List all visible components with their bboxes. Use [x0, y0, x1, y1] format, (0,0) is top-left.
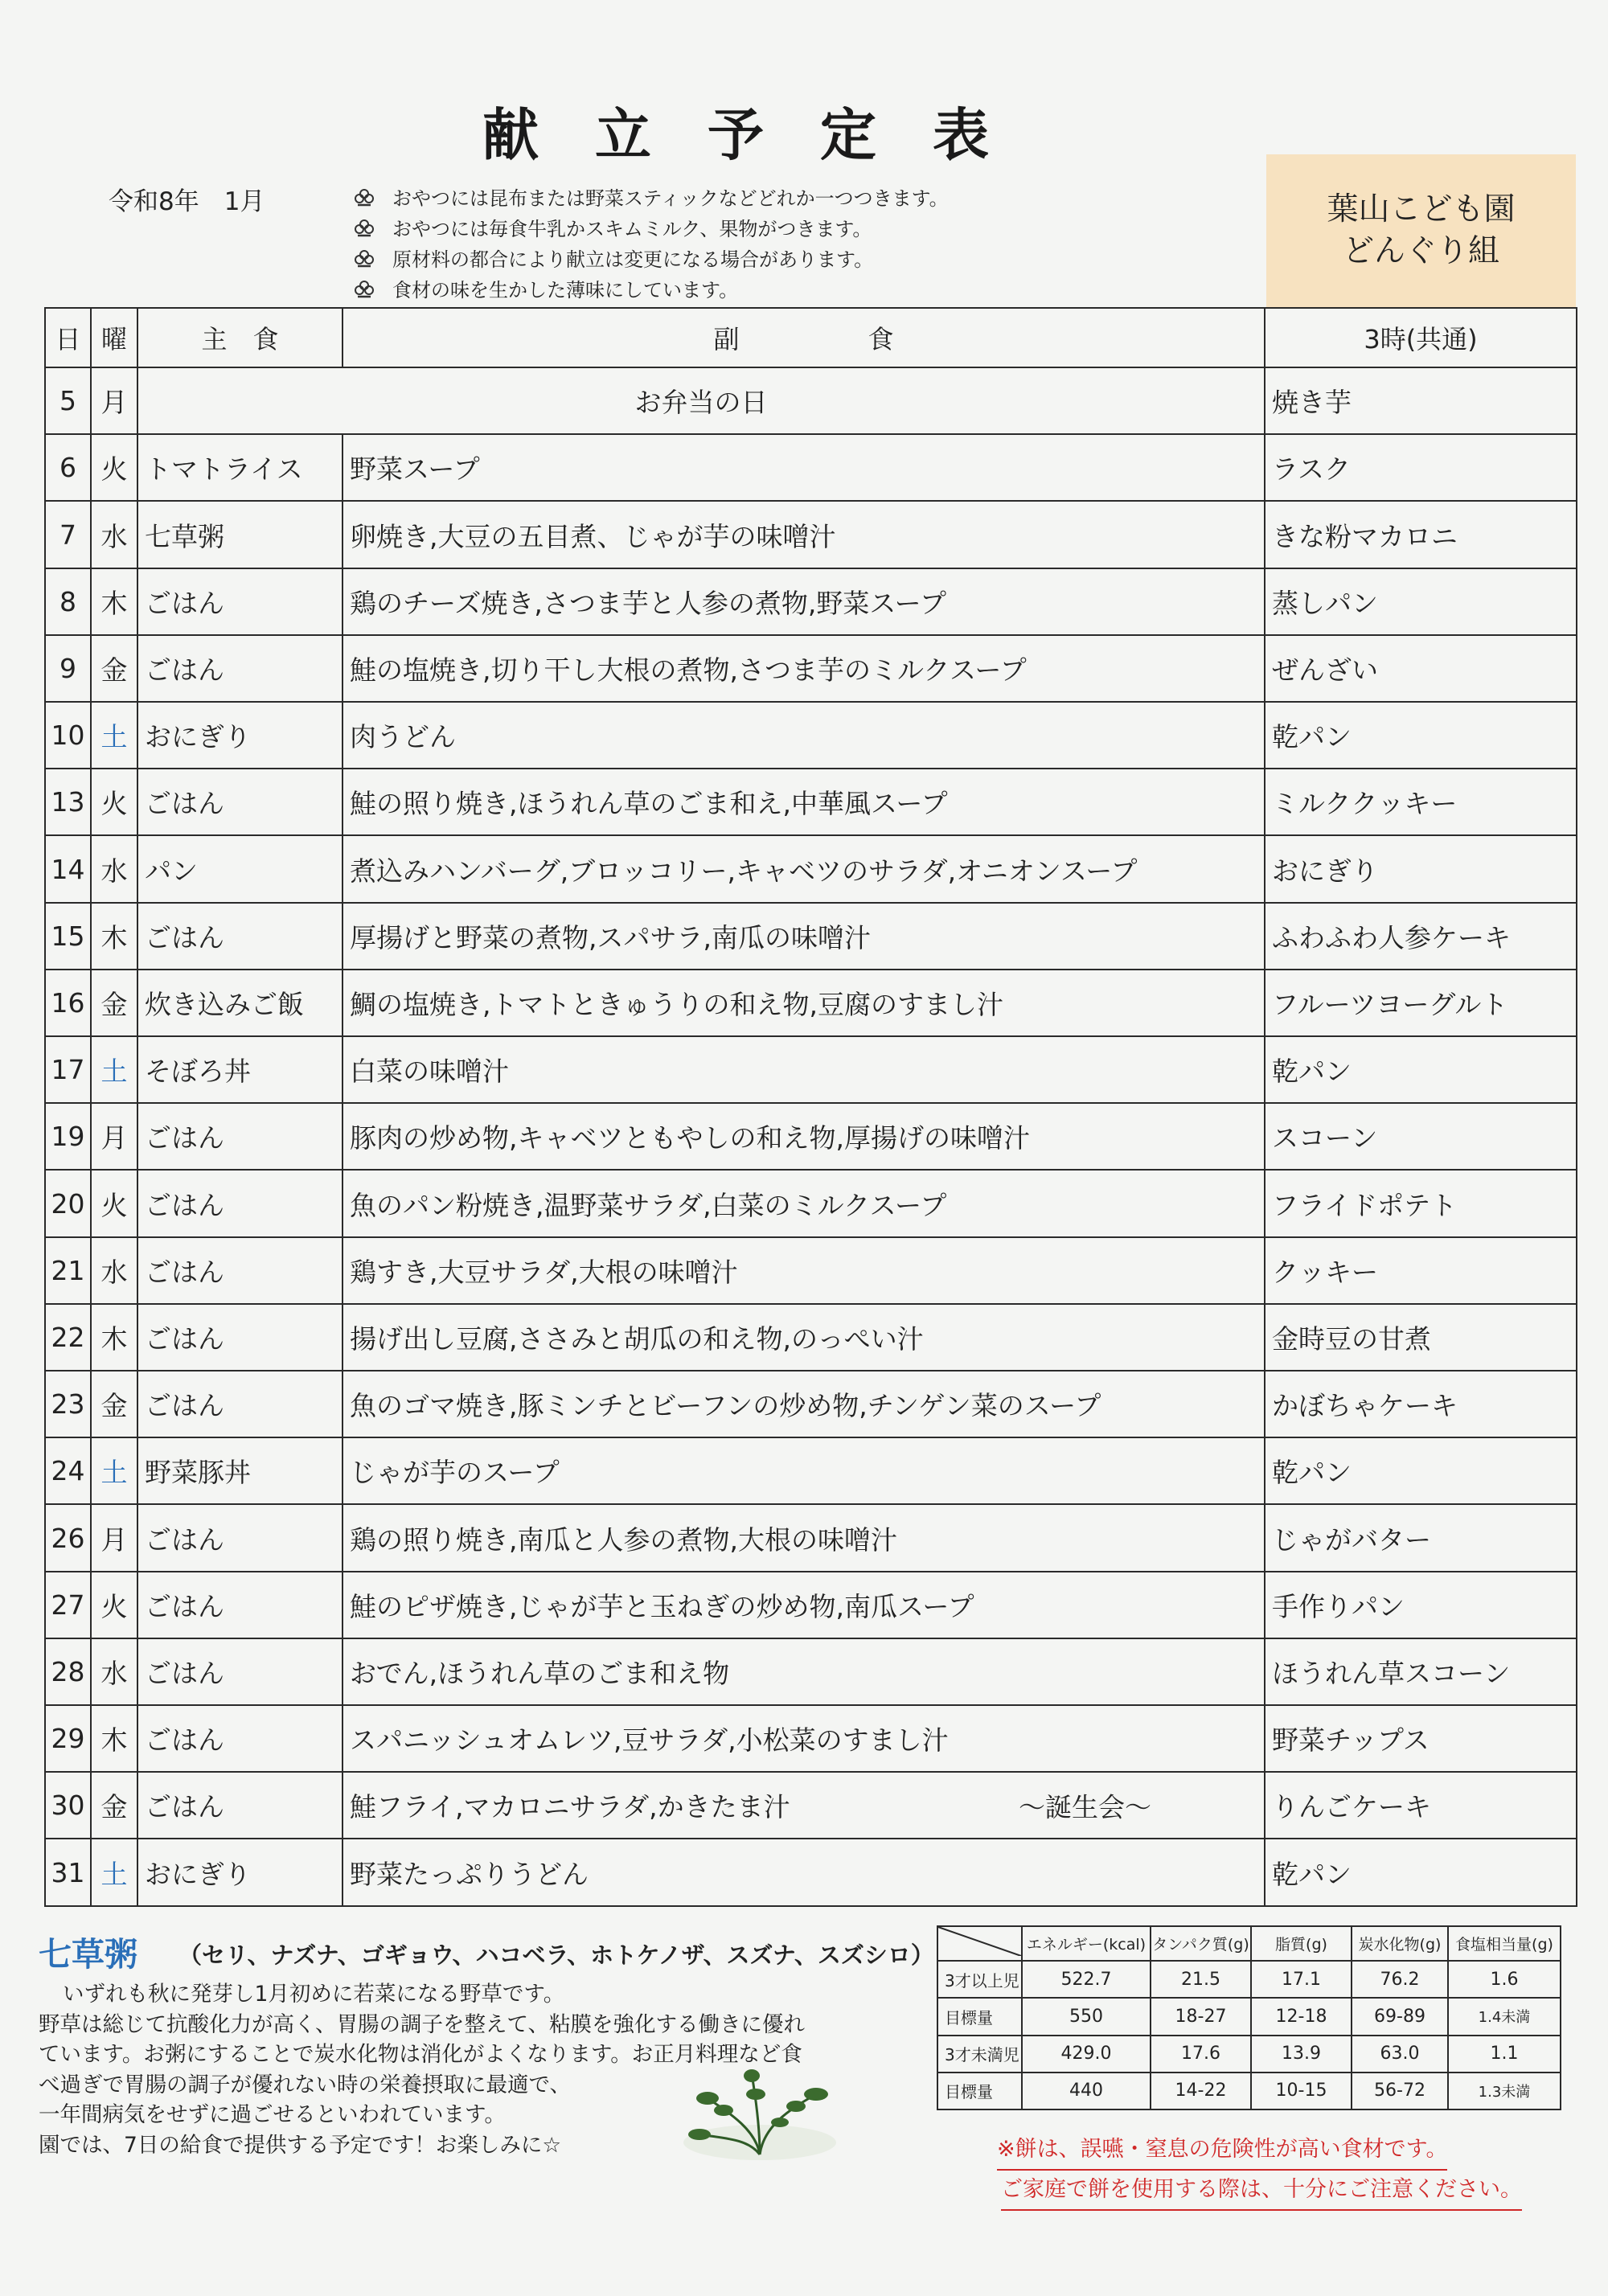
row-dow: 金 — [91, 1772, 137, 1839]
row-day: 29 — [45, 1705, 91, 1772]
row-side — [343, 635, 1265, 702]
row-staple: おにぎり — [137, 702, 343, 769]
menu-row — [45, 434, 1577, 501]
flower-icon — [354, 280, 375, 301]
nutrition-value: 21.5 — [1151, 1961, 1251, 1998]
row-event: ～誕生会～ — [1019, 1791, 1151, 1823]
row-staple: ごはん — [137, 635, 343, 702]
row-snack: 乾パン — [1265, 1437, 1577, 1504]
nutrition-table — [937, 1925, 1561, 2110]
page-title: 献立予定表 — [482, 102, 1045, 168]
menu-row — [45, 1705, 1577, 1772]
row-snack: おにぎり — [1265, 835, 1577, 902]
row-staple: ごはん — [137, 1572, 343, 1638]
row-day: 23 — [45, 1371, 91, 1437]
row-snack: 蒸しパン — [1265, 568, 1577, 635]
row-staple: ごはん — [137, 903, 343, 970]
nutrition-corner — [937, 1926, 1022, 1961]
row-side — [343, 1839, 1265, 1906]
nutrition-value: 522.7 — [1022, 1961, 1151, 1998]
row-dow: 月 — [91, 1103, 137, 1170]
menu-row — [45, 1772, 1577, 1839]
flower-icon — [354, 249, 375, 270]
row-staple: ごはん — [137, 1170, 343, 1236]
nutrition-row-label: 目標量 — [937, 2073, 1022, 2109]
row-staple: ごはん — [137, 1705, 343, 1772]
row-staple: ごはん — [137, 1772, 343, 1839]
nutrition-value: 14-22 — [1151, 2073, 1251, 2109]
nutrition-row-label: 3才未満児 — [937, 2036, 1022, 2073]
row-staple: パン — [137, 835, 343, 902]
nutrition-value: 1.3未満 — [1448, 2073, 1561, 2109]
row-side — [343, 1638, 1265, 1705]
row-day: 21 — [45, 1237, 91, 1304]
nutrition-value: 1.4未満 — [1448, 1998, 1561, 2035]
row-snack: 金時豆の甘煮 — [1265, 1304, 1577, 1371]
month-label: 令和8年 1月 — [109, 187, 265, 216]
menu-body — [45, 367, 1577, 1906]
note-text: 原材料の都合により献立は変更になる場合があります。 — [392, 248, 874, 271]
school-name: 葉山こども園 — [1327, 191, 1516, 228]
nutrition-value: 18-27 — [1151, 1998, 1251, 2035]
menu-row — [45, 1036, 1577, 1103]
row-side — [343, 970, 1265, 1036]
row-dow: 土 — [91, 1839, 137, 1906]
row-staple: ごはん — [137, 1304, 343, 1371]
row-staple: ごはん — [137, 568, 343, 635]
nutrition-value: 76.2 — [1352, 1961, 1448, 1998]
nutrition-header: 脂質(g) — [1251, 1926, 1352, 1961]
menu-header-row — [45, 308, 1577, 367]
row-day: 17 — [45, 1036, 91, 1103]
note-text: おやつには昆布または野菜スティックなどどれか一つつきます。 — [392, 187, 949, 210]
row-side-text: 鮭の塩焼き,切り干し大根の煮物,さつま芋のミルクスープ — [350, 654, 1027, 686]
row-snack: ミルククッキー — [1265, 769, 1577, 835]
row-dow: 火 — [91, 1572, 137, 1638]
row-side-text: 鶏の照り焼き,南瓜と人参の煮物,大根の味噌汁 — [350, 1523, 897, 1556]
note-text: 食材の味を生かした薄味にしています。 — [392, 279, 739, 301]
row-day: 10 — [45, 702, 91, 769]
row-staple: ごはん — [137, 1237, 343, 1304]
note-item — [354, 275, 949, 305]
nutrition-row-label: 3才以上児 — [937, 1961, 1022, 1998]
row-staple: トマトライス — [137, 434, 343, 501]
row-side-text: 煮込みハンバーグ,ブロッコリー,キャベツのサラダ,オニオンスープ — [350, 855, 1138, 887]
class-name: どんぐり組 — [1342, 233, 1499, 269]
row-dow: 月 — [91, 367, 137, 434]
row-snack: かぼちゃケーキ — [1265, 1371, 1577, 1437]
row-side-text: 肉うどん — [350, 721, 456, 753]
row-snack: 野菜チップス — [1265, 1705, 1577, 1772]
nutrition-value: 13.9 — [1251, 2036, 1352, 2073]
herb-illustration — [675, 2066, 844, 2163]
menu-row — [45, 1304, 1577, 1371]
nutrition-header: タンパク質(g) — [1151, 1926, 1251, 1961]
row-day: 22 — [45, 1304, 91, 1371]
row-side-text: 厚揚げと野菜の煮物,スパサラ,南瓜の味噌汁 — [350, 921, 871, 953]
row-side-text: 鮭のピザ焼き,じゃが芋と玉ねぎの炒め物,南瓜スープ — [350, 1590, 974, 1622]
nutrition-value: 63.0 — [1352, 2036, 1448, 2073]
menu-row — [45, 1504, 1577, 1571]
row-day: 26 — [45, 1504, 91, 1571]
row-staple: 野菜豚丼 — [137, 1437, 343, 1504]
row-dow: 木 — [91, 1304, 137, 1371]
row-side-text: 鯛の塩焼き,トマトときゅうりの和え物,豆腐のすまし汁 — [350, 988, 1003, 1020]
nutrition-value: 17.1 — [1251, 1961, 1352, 1998]
row-side — [343, 1437, 1265, 1504]
row-dow: 土 — [91, 1437, 137, 1504]
nutrition-value: 1.1 — [1448, 2036, 1561, 2073]
row-dow: 木 — [91, 903, 137, 970]
menu-row — [45, 568, 1577, 635]
row-side-text: 野菜スープ — [350, 453, 480, 486]
row-staple: ごはん — [137, 769, 343, 835]
row-staple: ごはん — [137, 1638, 343, 1705]
row-side-text: 魚のパン粉焼き,温野菜サラダ,白菜のミルクスープ — [350, 1189, 947, 1221]
row-side — [343, 1371, 1265, 1437]
row-snack: ふわふわ人参ケーキ — [1265, 903, 1577, 970]
menu-row — [45, 1170, 1577, 1236]
row-side-text: おでん,ほうれん草のごま和え物 — [350, 1657, 730, 1689]
menu-row — [45, 970, 1577, 1036]
menu-row — [45, 1572, 1577, 1638]
row-dow: 金 — [91, 635, 137, 702]
row-dow: 木 — [91, 1705, 137, 1772]
row-day: 13 — [45, 769, 91, 835]
menu-row — [45, 367, 1577, 434]
row-side-text: 鮭フライ,マカロニサラダ,かきたま汁 — [350, 1791, 790, 1823]
menu-row — [45, 501, 1577, 568]
header-day: 日 — [45, 308, 91, 367]
row-day: 7 — [45, 501, 91, 568]
row-day: 16 — [45, 970, 91, 1036]
menu-row — [45, 702, 1577, 769]
row-dow: 月 — [91, 1504, 137, 1571]
row-staple: ごはん — [137, 1504, 343, 1571]
nutrition-header: 炭水化物(g) — [1352, 1926, 1448, 1961]
row-day: 27 — [45, 1572, 91, 1638]
row-day: 30 — [45, 1772, 91, 1839]
row-snack: ぜんざい — [1265, 635, 1577, 702]
row-side — [343, 1504, 1265, 1571]
row-snack: フルーツヨーグルト — [1265, 970, 1577, 1036]
row-staple: おにぎり — [137, 1839, 343, 1906]
row-snack: きな粉マカロニ — [1265, 501, 1577, 568]
nutrition-row — [937, 2036, 1561, 2073]
row-side-text: じゃが芋のスープ — [350, 1457, 560, 1489]
row-dow: 水 — [91, 1638, 137, 1705]
row-side — [343, 1304, 1265, 1371]
menu-row — [45, 769, 1577, 835]
nanakusa-title: 七草粥 — [39, 1935, 137, 1974]
row-snack: クッキー — [1265, 1237, 1577, 1304]
warning-line: ご家庭で餅を使用する際は、十分にご注意ください。 — [1001, 2171, 1522, 2211]
row-side-text: 鮭の照り焼き,ほうれん草のごま和え,中華風スープ — [350, 788, 948, 820]
nutrition-value: 550 — [1022, 1998, 1151, 2035]
header-staple: 主 食 — [137, 308, 343, 367]
menu-row — [45, 1237, 1577, 1304]
row-side — [343, 434, 1265, 501]
nanakusa-herbs: （セリ、ナズナ、ゴギョウ、ハコベラ、ホトケノザ、スズナ、スズシロ） — [178, 1941, 934, 1969]
nutrition-header: エネルギー(kcal) — [1022, 1926, 1151, 1961]
nutrition-row — [937, 2073, 1561, 2109]
row-side-text: 野菜たっぷりうどん — [350, 1858, 589, 1890]
nanakusa-line: 園では、7日の給食で提供する予定です！お楽しみに☆ — [39, 2132, 562, 2158]
row-day: 19 — [45, 1103, 91, 1170]
row-staple: ごはん — [137, 1371, 343, 1437]
row-side — [343, 1036, 1265, 1103]
row-side-text: 鶏のチーズ焼き,さつま芋と人参の煮物,野菜スープ — [350, 587, 947, 619]
row-dow: 金 — [91, 970, 137, 1036]
row-day: 20 — [45, 1170, 91, 1236]
row-snack: 焼き芋 — [1265, 367, 1577, 434]
nutrition-value: 10-15 — [1251, 2073, 1352, 2109]
nutrition-value: 69-89 — [1352, 1998, 1448, 2035]
warning-line: ※餅は、誤嚥・窒息の危険性が高い食材です。 — [997, 2130, 1447, 2171]
row-side — [343, 1237, 1265, 1304]
row-dow: 火 — [91, 1170, 137, 1236]
nutrition-value: 440 — [1022, 2073, 1151, 2109]
row-side — [343, 568, 1265, 635]
nutrition-header: 食塩相当量(g) — [1448, 1926, 1561, 1961]
header-dow: 曜 — [91, 308, 137, 367]
row-day: 14 — [45, 835, 91, 902]
row-snack: 手作りパン — [1265, 1572, 1577, 1638]
row-day: 8 — [45, 568, 91, 635]
row-dow: 火 — [91, 434, 137, 501]
school-box — [1266, 154, 1576, 307]
header-snack: 3時(共通) — [1265, 308, 1577, 367]
note-item — [354, 183, 949, 214]
note-text: おやつには毎食牛乳かスキムミルク、果物がつきます。 — [392, 218, 872, 240]
notes-list — [354, 183, 949, 305]
menu-table — [44, 307, 1577, 1907]
row-snack: じゃがバター — [1265, 1504, 1577, 1571]
nutrition-value: 12-18 — [1251, 1998, 1352, 2035]
nutrition-row — [937, 1998, 1561, 2035]
row-snack: ラスク — [1265, 434, 1577, 501]
diagonal-line — [938, 1927, 1021, 1956]
menu-row — [45, 635, 1577, 702]
row-side — [343, 1572, 1265, 1638]
menu-row — [45, 835, 1577, 902]
row-dow: 水 — [91, 835, 137, 902]
row-side-text: 豚肉の炒め物,キャベツともやしの和え物,厚揚げの味噌汁 — [350, 1122, 1030, 1154]
nutrition-value: 17.6 — [1151, 2036, 1251, 2073]
header-side: 副 食 — [343, 308, 1265, 367]
menu-row — [45, 1839, 1577, 1906]
row-dow: 土 — [91, 702, 137, 769]
row-snack: 乾パン — [1265, 1036, 1577, 1103]
nanakusa-line: べ過ぎで胃腸の調子が優れない時の栄養摂取に最適で、 — [39, 2072, 571, 2097]
row-side — [343, 1772, 1265, 1839]
row-side — [343, 903, 1265, 970]
row-day: 6 — [45, 434, 91, 501]
row-side-text: 揚げ出し豆腐,ささみと胡瓜の和え物,のっぺい汁 — [350, 1322, 924, 1355]
note-item — [354, 244, 949, 275]
row-side — [343, 702, 1265, 769]
mochi-warning — [997, 2130, 1522, 2211]
row-side — [343, 501, 1265, 568]
row-side — [343, 769, 1265, 835]
row-side-text: 白菜の味噌汁 — [350, 1056, 509, 1088]
row-day: 5 — [45, 367, 91, 434]
row-side-text: スパニッシュオムレツ,豆サラダ,小松菜のすまし汁 — [350, 1724, 949, 1757]
flower-icon — [354, 188, 375, 209]
row-side — [343, 1170, 1265, 1236]
row-snack: 乾パン — [1265, 702, 1577, 769]
row-side-text: 卵焼き,大豆の五目煮、じゃが芋の味噌汁 — [350, 520, 836, 552]
menu-row — [45, 1437, 1577, 1504]
row-dow: 水 — [91, 501, 137, 568]
nanakusa-line: 野草は総じて抗酸化力が高く、胃腸の調子を整えて、粘膜を強化する働きに優れ — [39, 2011, 805, 2037]
row-snack: ほうれん草スコーン — [1265, 1638, 1577, 1705]
row-day: 15 — [45, 903, 91, 970]
row-snack: りんごケーキ — [1265, 1772, 1577, 1839]
note-item — [354, 214, 949, 244]
row-side — [343, 835, 1265, 902]
nutrition-row — [937, 1961, 1561, 1998]
nanakusa-line: 一年間病気をせずに過ごせるといわれています。 — [39, 2102, 506, 2127]
row-day: 24 — [45, 1437, 91, 1504]
row-staple: 七草粥 — [137, 501, 343, 568]
row-dow: 土 — [91, 1036, 137, 1103]
nanakusa-line: いずれも秋に発芽し1月初めに若菜になる野草です。 — [63, 1982, 565, 2007]
row-staple: そぼろ丼 — [137, 1036, 343, 1103]
nutrition-value: 56-72 — [1352, 2073, 1448, 2109]
nanakusa-line: ています。お粥にすることで炭水化物は消化がよくなります。お正月料理など食 — [39, 2042, 802, 2067]
nutrition-value: 1.6 — [1448, 1961, 1561, 1998]
menu-row — [45, 1103, 1577, 1170]
row-side — [343, 1705, 1265, 1772]
row-dow: 木 — [91, 568, 137, 635]
nutrition-value: 429.0 — [1022, 2036, 1151, 2073]
row-day: 28 — [45, 1638, 91, 1705]
row-side — [343, 1103, 1265, 1170]
row-day: 9 — [45, 635, 91, 702]
menu-row — [45, 1371, 1577, 1437]
row-staple: ごはん — [137, 1103, 343, 1170]
row-staple: 炊き込みご飯 — [137, 970, 343, 1036]
row-side: お弁当の日 — [137, 367, 1265, 434]
row-side-text: 魚のゴマ焼き,豚ミンチとビーフンの炒め物,チンゲン菜のスープ — [350, 1390, 1101, 1422]
row-day: 31 — [45, 1839, 91, 1906]
nutrition-row-label: 目標量 — [937, 1998, 1022, 2035]
menu-row — [45, 903, 1577, 970]
row-side-text: 鶏すき,大豆サラダ,大根の味噌汁 — [350, 1256, 738, 1288]
menu-row — [45, 1638, 1577, 1705]
row-snack: スコーン — [1265, 1103, 1577, 1170]
row-snack: 乾パン — [1265, 1839, 1577, 1906]
row-dow: 金 — [91, 1371, 137, 1437]
row-snack: フライドポテト — [1265, 1170, 1577, 1236]
nutrition-header-row — [937, 1926, 1561, 1961]
row-dow: 火 — [91, 769, 137, 835]
flower-icon — [354, 219, 375, 240]
row-dow: 水 — [91, 1237, 137, 1304]
